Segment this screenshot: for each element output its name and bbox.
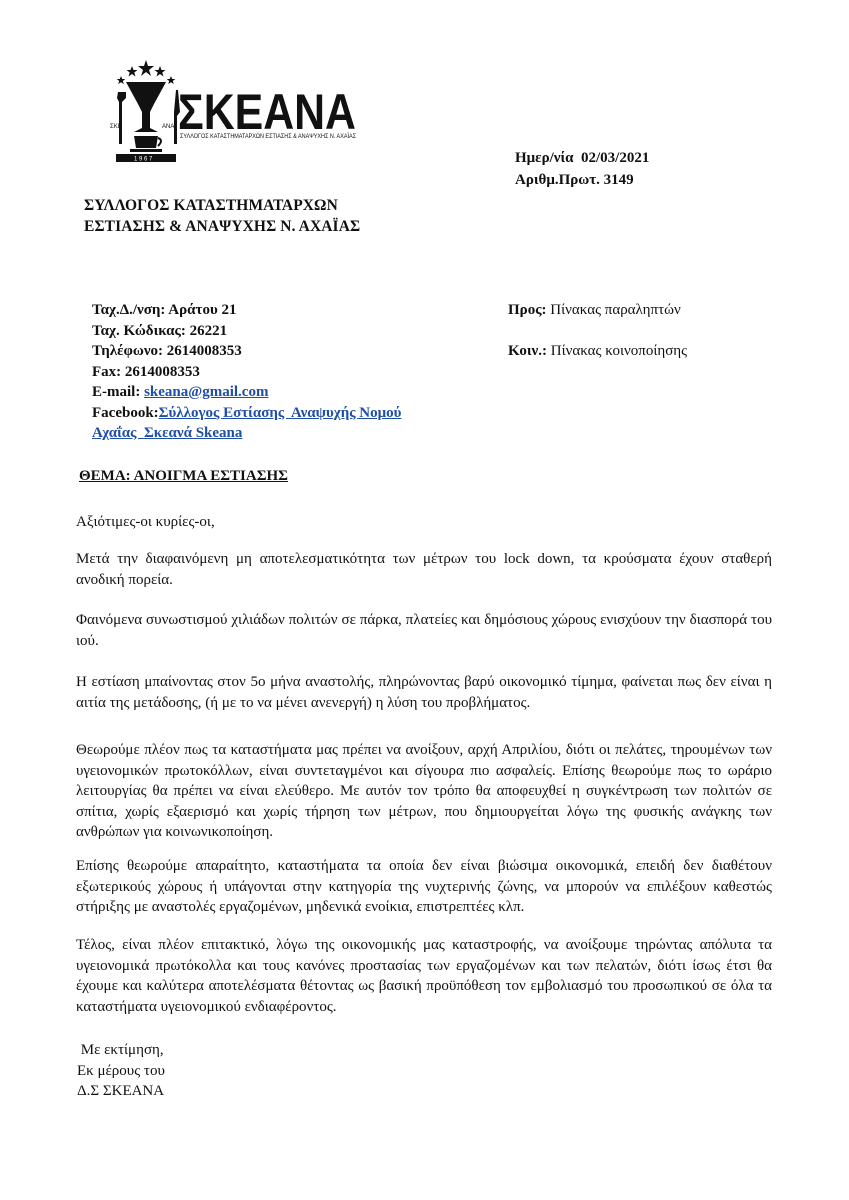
facebook-line <box>92 403 401 424</box>
cc-value: Πίνακας κοινοποίησης <box>546 342 688 359</box>
paragraph-5: Επίσης θεωρούμε απαραίτητο, καταστήματα τα οποία δεν είναι βιώσιμα οικονομικά, επειδή δεν διαθέτουν εξωτερικούς χώρους ή υπάγονται στην κατηγορία της νυχτερινής ζώνης, να μπορούν να επιλέξουν καθεστώς στήριξης με αναστολές εργαζομένων, μηδενικά ενοίκια, επιστρεπτέες κλπ. <box>76 858 772 915</box>
svg-text:ΑΝΑ: ΑΝΑ <box>162 124 175 130</box>
facebook-label: Facebook: <box>92 404 159 421</box>
to-label: Προς: <box>508 302 547 318</box>
paragraph-1: Μετά την διαφαινόμενη μη αποτελεσματικότητα των μέτρων του lock down, τα κρούσματα έχουν σταθερή ανοδική πορεία. <box>76 551 772 588</box>
paragraph-2: Φαινόμενα συνωστισμού χιλιάδων πολιτών σε πάρκα, πλατείες και δημόσιους χώρους ενισχύουν την διασπορά του ιού. <box>76 612 772 649</box>
closing-line-1: Με εκτίμηση, <box>77 1042 164 1058</box>
cc-line <box>508 341 687 362</box>
closing-line-2: Εκ μέρους του <box>77 1062 165 1079</box>
svg-text:ΣΚΕ: ΣΚΕ <box>110 124 122 130</box>
phone-line: Τηλέφωνο: 2614008353 <box>92 343 242 359</box>
postal-code-line: Ταχ. Κώδικας: 26221 <box>92 322 228 339</box>
facebook-link-part-2[interactable]: Αχαΐας Σκεανά Skeana <box>92 425 243 441</box>
paragraph-4: Θεωρούμε πλέον πως τα καταστήματα μας πρέπει να ανοίξουν, αρχή Απριλίου, διότι οι πελάτες, τηρουμένων των υγειονομικών πρωτοκόλλων, είναι συντεταγμένοι και σίγουρα πιο ασφαλείς. Επίσης θεωρούμε πως το ωράριο λειτουργίας θα πρέπει να είναι ελεύθερο. Με αυτόν τον τρόπο θα αποφευχθεί η συγκέντρωση των πολιτών σε σπίτια, χωρίς εξαερισμό και χωρίς τήρηση των μέτρων, που δημιουργείται λόγω της φυσικής ανάγκης των ανθρώπων για κοινωνικοποίηση. <box>76 742 772 840</box>
cutlery-cup-emblem-icon <box>104 52 364 164</box>
org-line-2: ΕΣΤΙΑΣΗΣ & ΑΝΑΨΥΧΗΣ Ν. ΑΧΑΪΑΣ <box>84 218 361 235</box>
email-line <box>92 382 401 403</box>
closing-signature <box>77 1040 165 1102</box>
skeana-logo <box>104 52 364 164</box>
protocol-line: Αριθμ.Πρωτ. 3149 <box>515 172 634 188</box>
organisation-name <box>84 195 360 237</box>
paragraph-3: Η εστίαση μπαίνοντας στον 5ο μήνα αναστολής, πληρώνοντας βαρύ οικονομικό τίμημα, φαίνεται πως δεν είναι η αιτία της μετάδοσης, (ή με το να μένει ανενεργή) η λύση του προβλήματος. <box>76 674 772 711</box>
date-line: Ημερ/νία 02/03/2021 <box>515 150 650 166</box>
to-line <box>508 300 687 321</box>
logo-tagline: ΣΥΛΛΟΓΟΣ ΚΑΤΑΣΤΗΜΑΤΑΡΧΩΝ ΕΣΤΙΑΣΗΣ & ΑΝΑΨΥΧΗΣ Ν. ΑΧΑΪΑΣ <box>180 133 357 140</box>
to-value: Πίνακας παραληπτών <box>546 302 681 318</box>
greeting: Αξιότιμες-οι κυρίες-οι, <box>76 514 215 530</box>
cc-label: Κοιν.: <box>508 342 547 359</box>
fax-line: Fax: 2614008353 <box>92 363 200 380</box>
closing-line-3: Δ.Σ ΣΚΕΑΝΑ <box>77 1083 165 1099</box>
facebook-link-part-1[interactable]: Σύλλογος Εστίασης Αναψυχής Νομού <box>158 404 402 421</box>
contact-block <box>92 300 401 444</box>
logo-brand: ΣΚΕΑΝΑ <box>178 84 356 140</box>
date-protocol-block <box>515 147 649 191</box>
paragraph-6: Τέλος, είναι πλέον επιτακτικό, λόγω της οικονομικής μας καταστροφής, να ανοίξουμε τηρώντας απόλυτα τα υγειονομικά πρωτόκολλα και τους κανόνες προστασίας των εργαζομένων και των πελατών, διότι ίσως έτσι θα έχουμε και καλύτερα αποτελέσματα θέτοντας ως βασική προϋπόθεση τον εμβολιασμό του προσωπικού σε όλα τα καταστήματα υγειονομικού ενδιαφέροντος. <box>76 937 772 1015</box>
email-link[interactable]: skeana@gmail.com <box>144 384 269 400</box>
recipients-block <box>508 300 687 361</box>
email-label: E-mail: <box>92 384 145 400</box>
org-line-1: ΣΥΛΛΟΓΟΣ ΚΑΤΑΣΤΗΜΑΤΑΡΧΩΝ <box>84 197 338 214</box>
address-line: Ταχ.Δ./νση: Αράτου 21 <box>92 302 237 318</box>
subject-heading: ΘΕΜΑ: ΑΝΟΙΓΜΑ ΕΣΤΙΑΣΗΣ <box>79 468 288 484</box>
logo-year: 1 9 6 7 <box>134 156 153 163</box>
